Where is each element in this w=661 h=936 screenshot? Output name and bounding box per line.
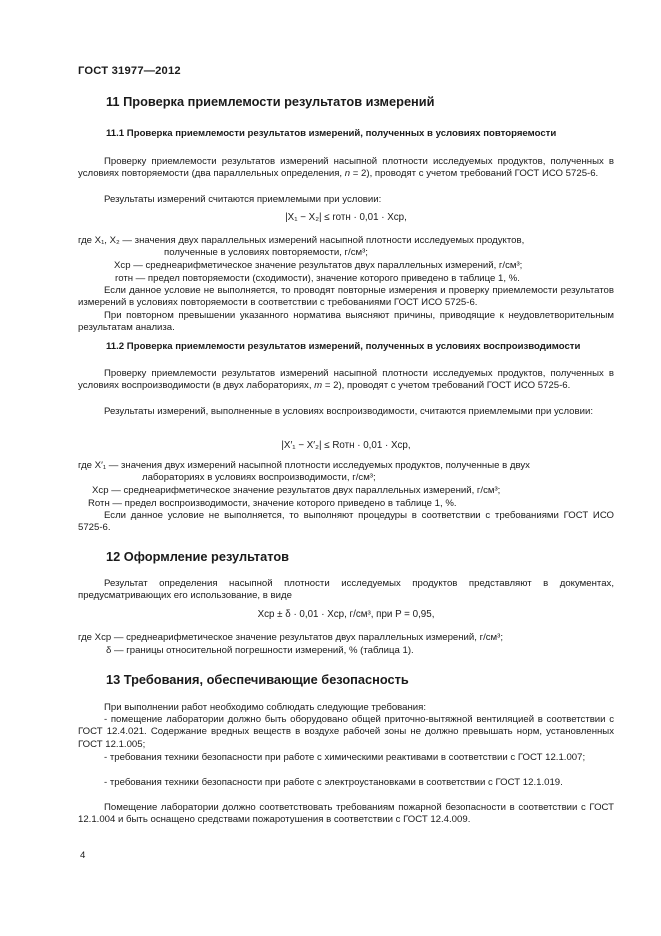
definition-delta: δ — границы относительной погрешности измерений, % (таблица 1). <box>106 645 414 656</box>
para-text: Проверку приемлемости результатов измерений насыпной плотности исследуемых продуктов, полученных в условиях воспроизводимости (в двух лабораториях, <box>78 368 614 392</box>
definition-r-otn: rотн — предел повторяемости (сходимости), значение которого приведено в таблице 1, %. <box>115 273 520 284</box>
section-12-para-1: Результат определения насыпной плотности исследуемых продуктов представляют в документах, предусматривающих его использование, в виде <box>78 578 614 602</box>
section-12-title: 12 Оформление результатов <box>106 549 290 564</box>
section-11-1-title: 11.1 Проверка приемлемости результатов измерений, полученных в условиях повторяемости <box>106 128 557 139</box>
section-11-2-para-2: Результаты измерений, выполненные в условиях воспроизводимости, считаются приемлемыми при условии: <box>104 406 593 417</box>
definition-xcp-2: Xср — среднеарифметическое значение результатов двух параллельных измерений, г/см³; <box>92 485 501 496</box>
section-13-para-1: При выполнении работ необходимо соблюдать следующие требования: <box>104 702 427 713</box>
formula-result: Xср ± δ · 0,01 · Xср, г/см³, при P = 0,95, <box>257 609 435 620</box>
section-13-para-5: Помещение лаборатории должно соответствовать требованиям пожарной безопасности в соответствии с ГОСТ 12.1.004 и быть оснащено средствами пожаротушения в соответствии с ГОСТ 12.4.009. <box>78 802 614 826</box>
section-13-title: 13 Требования, обеспечивающие безопасность <box>106 672 409 687</box>
section-11-2-para-3: Если данное условие не выполняется, то выполняют процедуры в соответствии с требованиями ГОСТ ИСО 5725-6. <box>78 510 614 534</box>
para-text: Проверку приемлемости результатов измерений насыпной плотности исследуемых продуктов, полученных в условиях повторяемости (два параллельных определения, <box>78 156 614 180</box>
definition-x1-x2-cont: полученные в условиях повторяемости, г/см³; <box>164 247 368 258</box>
section-11-title: 11 Проверка приемлемости результатов измерений <box>106 94 435 109</box>
para-text: = 2), проводят с учетом требований ГОСТ ИСО 5725-6. <box>322 380 571 392</box>
definition-R-otn: Rотн — предел воспроизводимости, значение которого приведено в таблице 1, %. <box>88 498 457 509</box>
section-11-1-para-2: Результаты измерений считаются приемлемыми при условии: <box>104 194 382 205</box>
section-13-para-3: - требования техники безопасности при работе с химическими реактивами в соответствии с ГОСТ 12.1.007; <box>104 752 586 763</box>
formula-reproducibility: |X′₁ − X′₂| ≤ Rотн · 0,01 · Xср, <box>281 440 411 451</box>
page-number: 4 <box>80 850 86 861</box>
section-11-1-para-3: Если данное условие не выполняется, то проводят повторные измерения и проверку приемлемости результатов измерений в условиях повторяемости в соответствии с требованиями ГОСТ ИСО 5725-6. <box>78 285 614 309</box>
document-header: ГОСТ 31977—2012 <box>78 65 181 77</box>
definition-xcp: Xср — среднеарифметическое значение результатов двух параллельных измерений, г/см³; <box>114 260 523 271</box>
definition-x-prime: где X′₁ — значения двух измерений насыпной плотности исследуемых продуктов, полученные в двух <box>78 460 530 471</box>
section-13-para-2: - помещение лаборатории должно быть оборудовано общей приточно-вытяжной вентиляцией в соответствии с ГОСТ 12.4.021. Содержание вредных веществ в воздухе рабочей зоны не должно превышать норм, установленных ГОСТ 12.1.005; <box>78 714 614 750</box>
section-11-1-para-1 <box>78 156 614 181</box>
formula-repeatability: |X₁ − X₂| ≤ rотн · 0,01 · Xср, <box>285 212 407 223</box>
section-11-1-para-4: При повторном превышении указанного норматива выясняют причины, приводящие к неудовлетворительным результатам анализа. <box>78 310 614 334</box>
para-text: = 2), проводят с учетом требований ГОСТ ИСО 5725-6. <box>350 168 599 180</box>
definition-x1-x2: где X₁, X₂ — значения двух параллельных измерений насыпной плотности исследуемых продуктов, <box>78 235 525 246</box>
variable-m: m <box>314 380 323 392</box>
variable-n: n <box>344 168 351 180</box>
definition-x-prime-cont: лабораториях в условиях воспроизводимости, г/см³; <box>142 472 376 483</box>
definition-xcp-3: где Xср — среднеарифметическое значение результатов двух параллельных измерений, г/см³; <box>78 632 503 643</box>
section-11-2-para-1 <box>78 368 614 393</box>
section-13-para-4: - требования техники безопасности при работе с электроустановками в соответствии с ГОСТ 12.1.019. <box>104 777 563 788</box>
section-11-2-title: 11.2 Проверка приемлемости результатов измерений, полученных в условиях воспроизводимости <box>106 341 581 352</box>
